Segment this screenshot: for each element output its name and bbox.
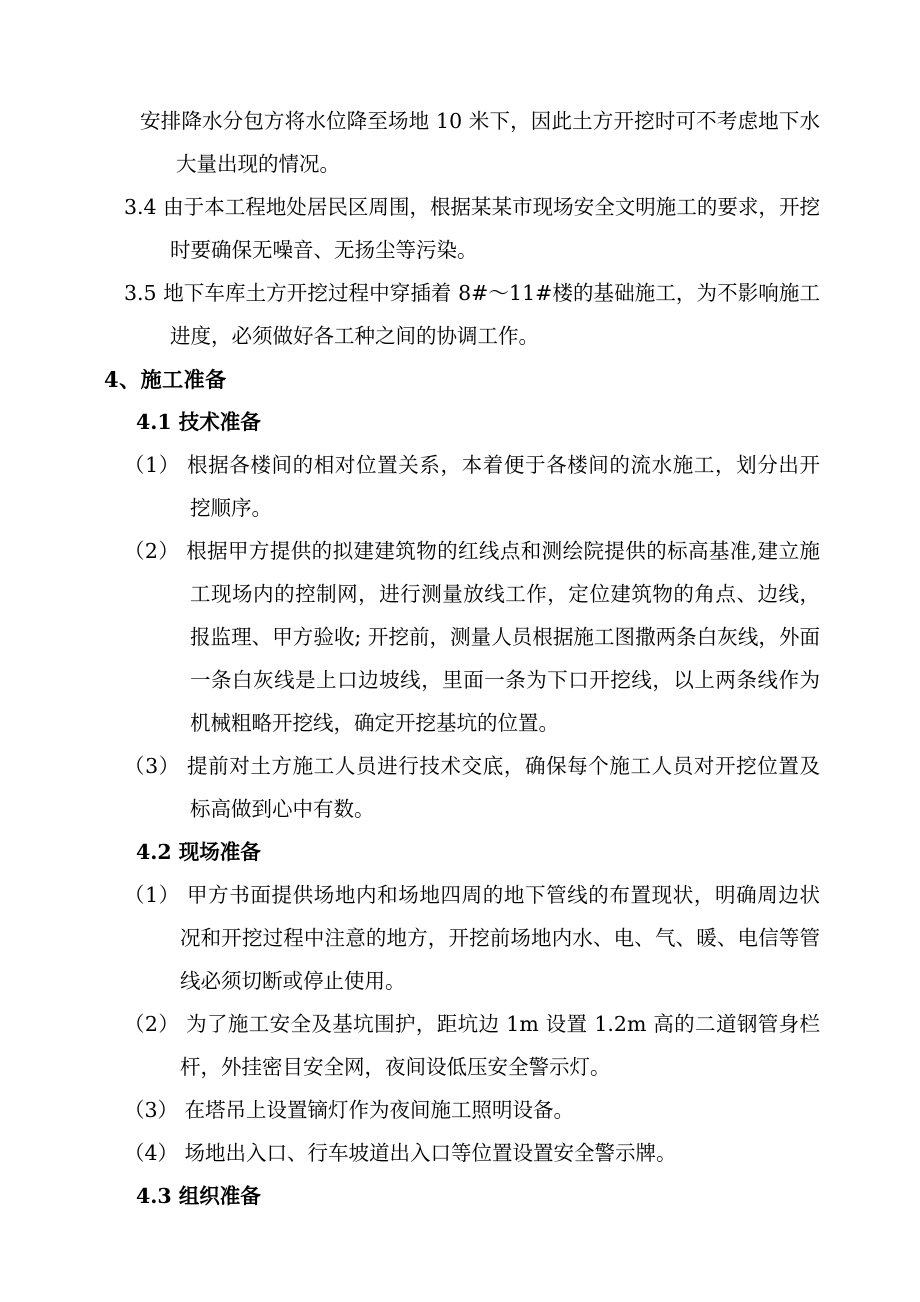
subsection-heading-4-2: 4.2 现场准备 xyxy=(136,840,261,864)
subsection-heading-4-3: 4.3 组织准备 xyxy=(136,1184,261,1208)
list-item-4-2-4: （4） 场地出入口、行车坡道出入口等位置设置安全警示牌。 xyxy=(124,1141,677,1165)
paragraph-3-4: 3.4 由于本工程地处居民区周围，根据某某市现场安全文明施工的要求，开挖时要确保无噪音、无扬尘等污染。 xyxy=(124,195,820,262)
paragraph-3-5: 3.5 地下车库土方开挖过程中穿插着 8#～11#楼的基础施工，为不影响施工进度，必须做好各工种之间的协调工作。 xyxy=(124,281,820,348)
list-item-4-2-2: （2） 为了施工安全及基坑围护，距坑边 1m 设置 1.2m 高的二道钢管身栏杆，外挂密目安全网，夜间设低压安全警示灯。 xyxy=(124,1012,820,1079)
section-heading-4: 4、施工准备 xyxy=(104,367,227,392)
list-item-4-1-3: （3） 提前对土方施工人员进行技术交底，确保每个施工人员对开挖位置及标高做到心中有数。 xyxy=(124,754,820,821)
subsection-heading-4-1: 4.1 技术准备 xyxy=(136,410,261,434)
list-item-4-2-1: （1） 甲方书面提供场地内和场地四周的地下管线的布置现状，明确周边状况和开挖过程中注意的地方，开挖前场地内水、电、气、暖、电信等管线必须切断或停止使用。 xyxy=(124,883,820,993)
list-item-4-1-2: （2） 根据甲方提供的拟建建筑物的红线点和测绘院提供的标高基准,建立施工现场内的控制网，进行测量放线工作，定位建筑物的角点、边线，报监理、甲方验收; 开挖前，测量人员根据施工图撒两条白灰线，外面一条白灰线是上口边坡线，里面一条为下口开挖线，以上两条线作为机械粗略开挖线，确定开挖基坑的位置。 xyxy=(124,539,820,735)
document-body xyxy=(104,100,820,1218)
paragraph-3-3-continuation: 安排降水分包方将水位降至场地 10 米下，因此土方开挖时可不考虑地下水大量出现的情况。 xyxy=(140,109,820,176)
list-item-4-2-3: （3） 在塔吊上设置镝灯作为夜间施工照明设备。 xyxy=(124,1098,575,1122)
list-item-4-1-1: （1） 根据各楼间的相对位置关系，本着便于各楼间的流水施工，划分出开挖顺序。 xyxy=(124,453,820,520)
